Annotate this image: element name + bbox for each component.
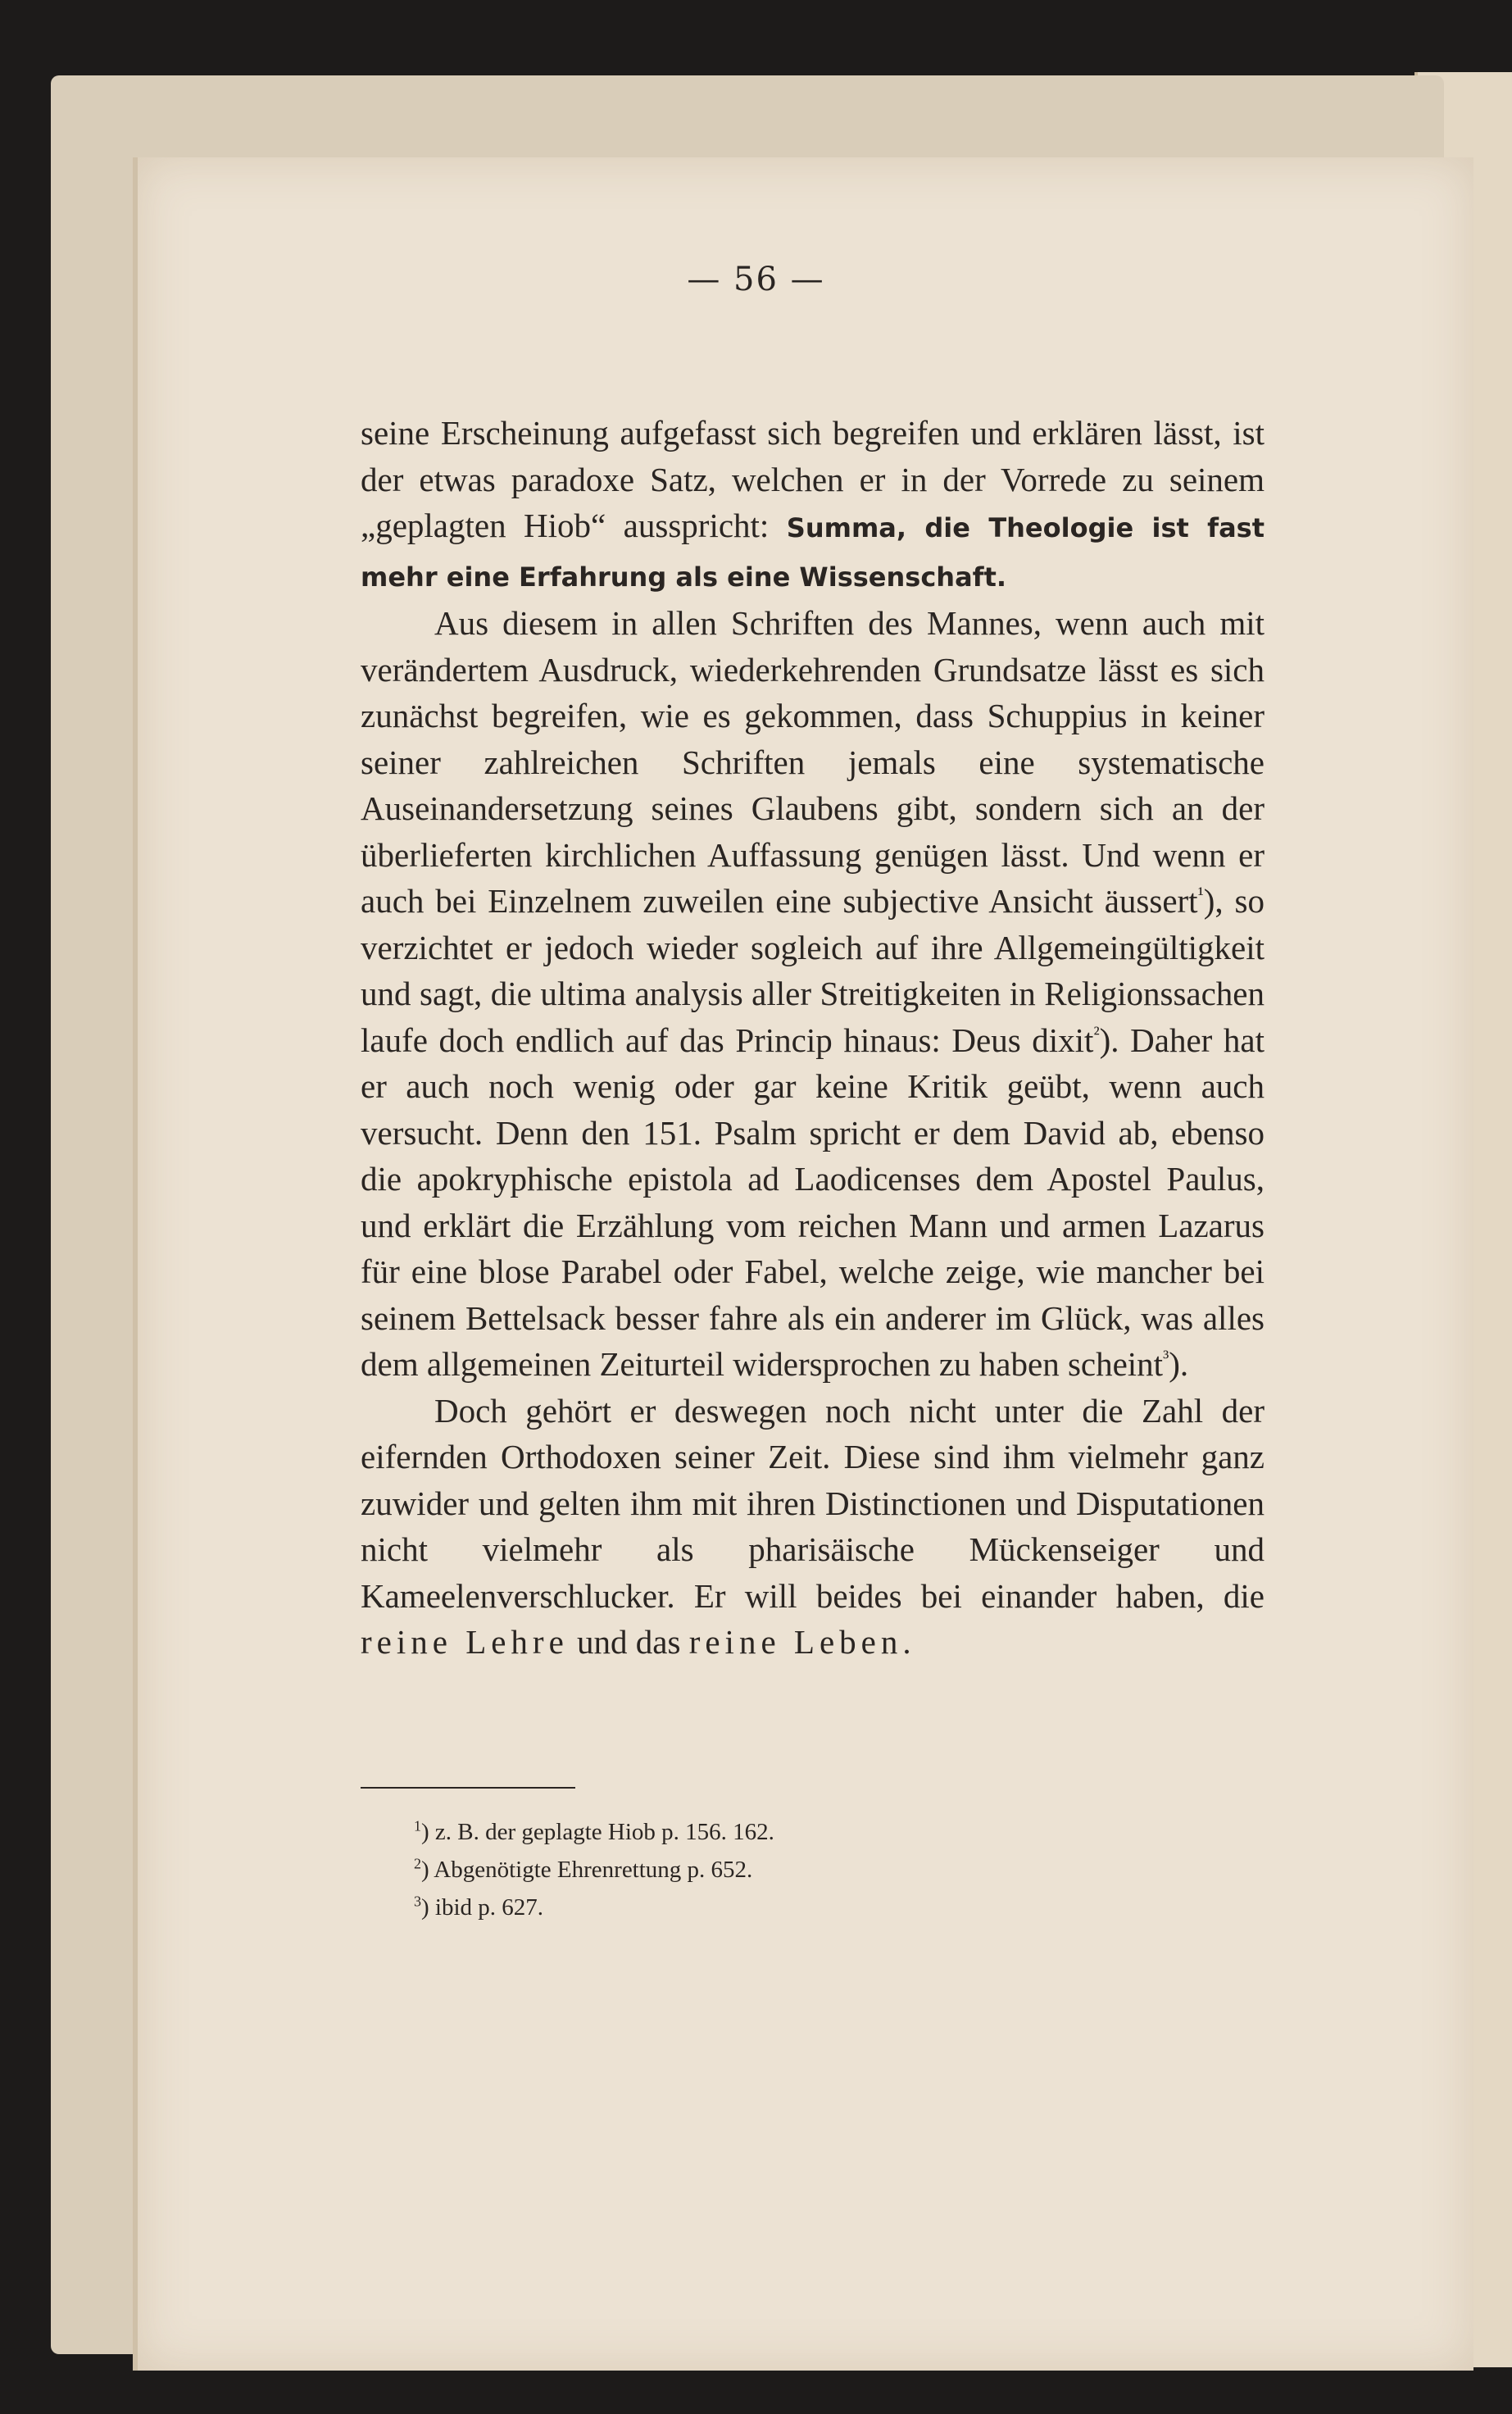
footnote-text-3: ) ibid p. 627. — [421, 1894, 544, 1921]
body-text — [361, 410, 1265, 1666]
page-number: — 56 — — [687, 261, 825, 298]
paragraph-1-text: seine Erscheinung aufgefasst sich begreifen und erklären lässt, ist der etwas paradoxe Satz, welchen er in der Vorrede zu seinem „geplagten Hiob“ ausspricht: — [361, 414, 1265, 544]
footnote-ref-1[interactable]: ¹ — [1197, 884, 1204, 906]
paragraph-1-bold-quote: Summa, die Theologie ist fast mehr eine Erfahrung als eine Wissenschaft. — [361, 512, 1265, 593]
footnote-1 — [414, 1813, 1151, 1851]
paragraph-2-text-b: ), so verzichtet er jedoch wieder sogleich auf ihre Allgemeingültigkeit und sagt, die ultima analysis aller Streitigkeiten in Religionssachen laufe doch endlich auf das Princip hinaus: Deus dixit — [361, 882, 1265, 1059]
footnote-ref-2[interactable]: ² — [1093, 1022, 1100, 1044]
paragraph-3 — [361, 1388, 1265, 1666]
footnote-mark-3: 3 — [414, 1893, 421, 1910]
footnote-2 — [414, 1851, 1151, 1889]
footnote-ref-3[interactable]: ³ — [1163, 1347, 1169, 1369]
paragraph-3-text-b: und das — [568, 1623, 689, 1661]
paragraph-3-text-a: Doch gehört er deswegen noch nicht unter die Zahl der eifernden Orthodoxen seiner Zeit. Diese sind ihm vielmehr ganz zuwider und gelten ihm mit ihren Distinctionen und Disputationen nicht vielmehr als pharisäische Mückenseiger und Kameelenverschlucker. Er will beides bei einander haben, die — [361, 1391, 1265, 1615]
paragraph-3-emphasis-1: reine Lehre — [361, 1623, 569, 1661]
footnotes — [414, 1813, 1151, 1926]
footnote-3 — [414, 1889, 1151, 1926]
footnote-mark-1: 1 — [414, 1817, 421, 1834]
paragraph-2-text-d: ). — [1169, 1345, 1189, 1383]
paragraph-2 — [361, 600, 1265, 1388]
paragraph-3-emphasis-2: reine Leben. — [688, 1623, 916, 1661]
footnote-mark-2: 2 — [414, 1855, 421, 1872]
footnote-separator — [361, 1787, 575, 1789]
footnote-text-2: ) Abgenötigte Ehrenrettung p. 652. — [421, 1857, 753, 1883]
paragraph-2-text-a: Aus diesem in allen Schriften des Mannes, wenn auch mit verändertem Ausdruck, wiederkehrenden Grundsatze lässt es sich zunächst begreifen, wie es gekommen, dass Schuppius in keiner seiner zahlreichen Schriften jemals eine systematische Auseinandersetzung seines Glaubens gibt, sondern sich an der überlieferten kirchlichen Auffassung genügen lässt. Und wenn er auch bei Einzelnem zuweilen eine subjective Ansicht äussert — [361, 604, 1265, 920]
paragraph-2-text-c: ). Daher hat er auch noch wenig oder gar keine Kritik geübt, wenn auch versucht. Denn den 151. Psalm spricht er dem David ab, ebenso die apokryphische epistola ad Laodicenses dem Apostel Paulus, und erklärt die Erzählung vom reichen Mann und armen Lazarus für eine blose Parabel oder Fabel, welche zeige, wie mancher bei seinem Bettelsack besser fahre als ein anderer im Glück, was alles dem allgemeinen Zeiturteil widersprochen zu haben scheint — [361, 1021, 1265, 1383]
paragraph-1 — [361, 410, 1265, 600]
footnote-text-1: ) z. B. der geplagte Hiob p. 156. 162. — [421, 1819, 774, 1845]
